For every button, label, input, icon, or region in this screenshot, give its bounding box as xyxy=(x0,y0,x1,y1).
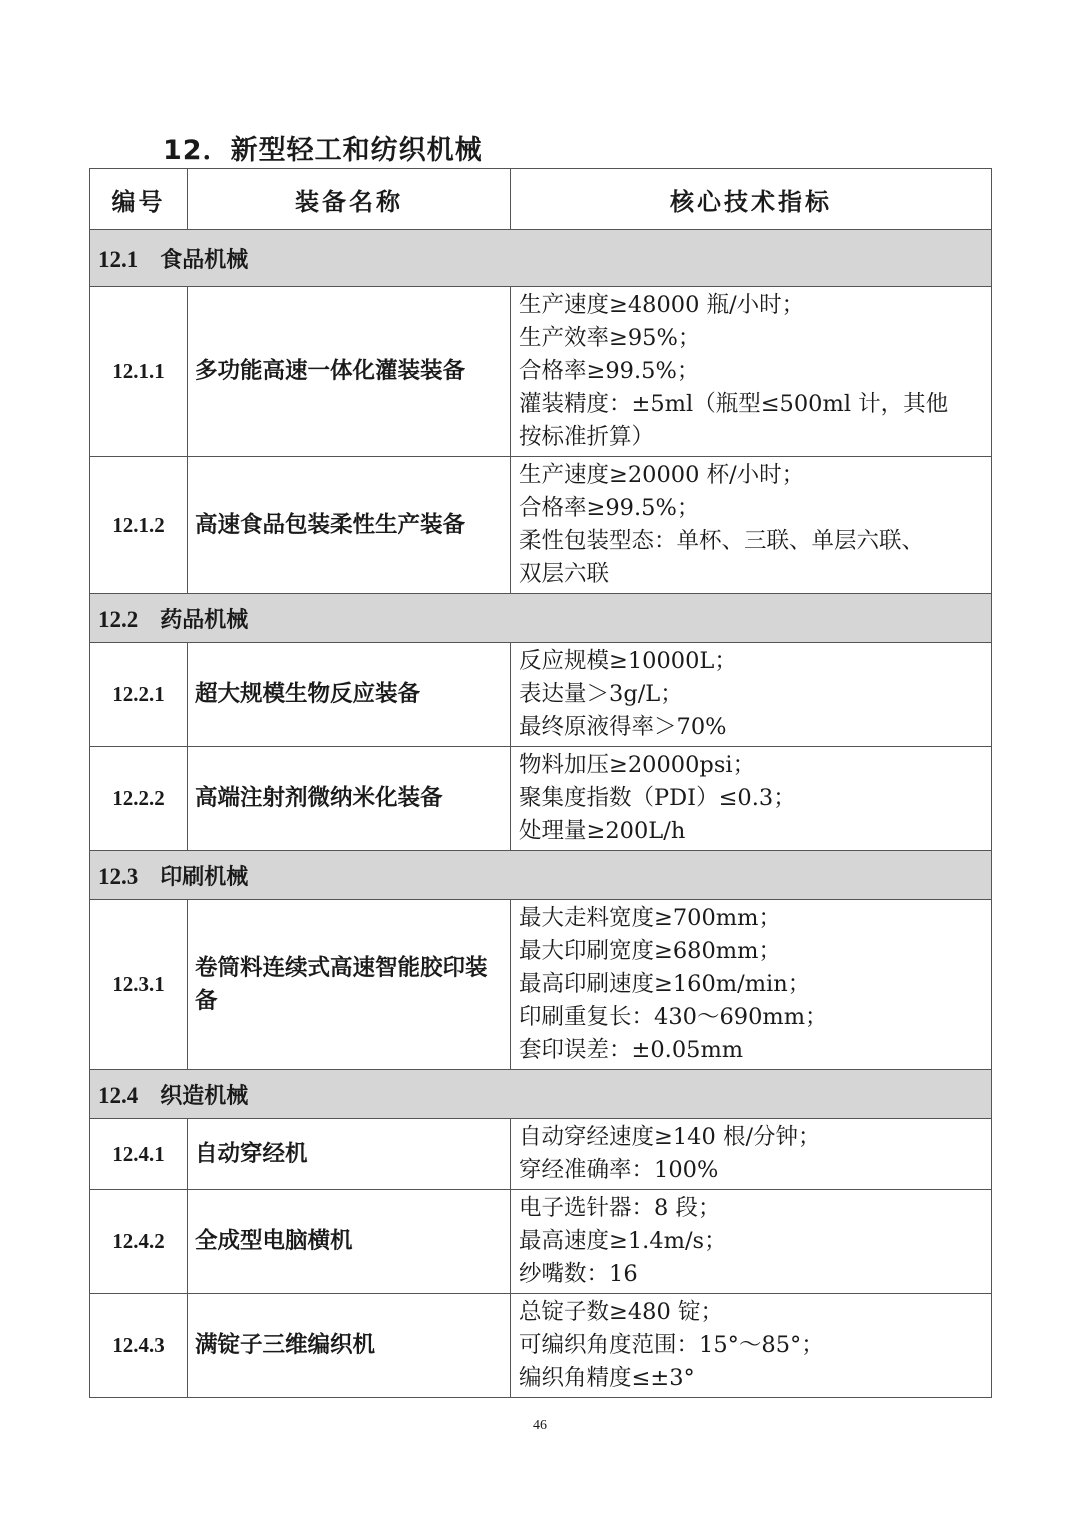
item-specs xyxy=(511,1190,992,1294)
spec-line: 双层六联 xyxy=(519,561,610,587)
spec-line: 反应规模≥10000L； xyxy=(519,648,737,674)
category-cell xyxy=(90,1070,992,1119)
item-name: 多功能高速一体化灌装装备 xyxy=(188,287,511,457)
item-name: 满锭子三维编织机 xyxy=(188,1294,511,1398)
item-id: 12.2.1 xyxy=(90,643,188,747)
spec-line: 合格率≥99.5%； xyxy=(519,495,700,521)
item-specs xyxy=(511,900,992,1070)
table-row xyxy=(90,457,992,594)
category-row xyxy=(90,851,992,900)
category-row xyxy=(90,230,992,287)
spec-line: 套印误差：±0.05mm xyxy=(519,1037,744,1063)
section-title: 12．新型轻工和纺织机械 xyxy=(163,135,483,166)
item-specs xyxy=(511,287,992,457)
category-name: 印刷机械 xyxy=(160,864,249,890)
spec-line: 生产效率≥95%； xyxy=(519,325,701,351)
table-row xyxy=(90,643,992,747)
spec-line: 物料加压≥20000psi； xyxy=(519,752,756,778)
item-specs xyxy=(511,457,992,594)
item-specs xyxy=(511,747,992,851)
spec-line: 生产速度≥48000 瓶/小时； xyxy=(519,292,805,318)
spec-line: 合格率≥99.5%； xyxy=(519,358,700,384)
item-id: 12.3.1 xyxy=(90,900,188,1070)
item-name: 高速食品包装柔性生产装备 xyxy=(188,457,511,594)
spec-line: 聚集度指数（PDI）≤0.3； xyxy=(519,785,796,811)
category-cell xyxy=(90,594,992,643)
spec-line: 最高印刷速度≥160m/min； xyxy=(519,971,811,997)
header-spec: 核心技术指标 xyxy=(511,169,992,230)
spec-line: 印刷重复长：430～690mm； xyxy=(519,1004,828,1030)
table-row xyxy=(90,1119,992,1190)
category-cell xyxy=(90,230,992,287)
spec-line: 灌装精度：±5ml（瓶型≤500ml 计，其他 xyxy=(519,391,949,417)
item-id: 12.4.3 xyxy=(90,1294,188,1398)
header-id: 编号 xyxy=(90,169,188,230)
category-id: 12.3 xyxy=(98,863,139,889)
item-specs xyxy=(511,1119,992,1190)
item-name: 超大规模生物反应装备 xyxy=(188,643,511,747)
item-name: 卷筒料连续式高速智能胶印装备 xyxy=(188,900,511,1070)
spec-line: 按标准折算） xyxy=(519,424,655,450)
category-cell xyxy=(90,851,992,900)
category-row xyxy=(90,1070,992,1119)
spec-line: 表达量＞3g/L； xyxy=(519,681,683,707)
spec-line: 自动穿经速度≥140 根/分钟； xyxy=(519,1124,821,1150)
spec-line: 生产速度≥20000 杯/小时； xyxy=(519,462,805,488)
spec-line: 纱嘴数：16 xyxy=(519,1261,638,1287)
page-number: 46 xyxy=(533,1418,547,1433)
table-row xyxy=(90,287,992,457)
table-header-row xyxy=(90,169,992,230)
item-name: 全成型电脑横机 xyxy=(188,1190,511,1294)
category-name: 药品机械 xyxy=(160,607,249,633)
category-name: 织造机械 xyxy=(160,1083,249,1109)
category-id: 12.4 xyxy=(98,1082,139,1108)
category-name: 食品机械 xyxy=(160,247,249,273)
item-id: 12.1.2 xyxy=(90,457,188,594)
item-name: 自动穿经机 xyxy=(188,1119,511,1190)
item-id: 12.4.2 xyxy=(90,1190,188,1294)
spec-line: 柔性包装型态：单杯、三联、单层六联、 xyxy=(519,528,925,554)
category-id: 12.1 xyxy=(98,246,139,272)
item-name: 高端注射剂微纳米化装备 xyxy=(188,747,511,851)
item-id: 12.4.1 xyxy=(90,1119,188,1190)
header-name: 装备名称 xyxy=(188,169,511,230)
spec-line: 电子选针器：8 段； xyxy=(519,1195,721,1221)
table-row xyxy=(90,1190,992,1294)
spec-line: 最终原液得率＞70% xyxy=(519,714,727,740)
item-specs xyxy=(511,643,992,747)
table-row xyxy=(90,1294,992,1398)
equipment-spec-table xyxy=(89,168,992,1398)
spec-line: 编织角精度≤±3° xyxy=(519,1365,695,1391)
table-row xyxy=(90,900,992,1070)
item-id: 12.1.1 xyxy=(90,287,188,457)
spec-line: 穿经准确率：100% xyxy=(519,1157,719,1183)
spec-line: 最高速度≥1.4m/s； xyxy=(519,1228,727,1254)
table-row xyxy=(90,747,992,851)
spec-line: 处理量≥200L/h xyxy=(519,818,686,844)
item-specs xyxy=(511,1294,992,1398)
category-row xyxy=(90,594,992,643)
spec-line: 总锭子数≥480 锭； xyxy=(519,1299,723,1325)
spec-line: 最大印刷宽度≥680mm； xyxy=(519,938,781,964)
item-id: 12.2.2 xyxy=(90,747,188,851)
category-id: 12.2 xyxy=(98,606,139,632)
spec-line: 最大走料宽度≥700mm； xyxy=(519,905,781,931)
spec-line: 可编织角度范围：15°～85°； xyxy=(519,1332,824,1358)
